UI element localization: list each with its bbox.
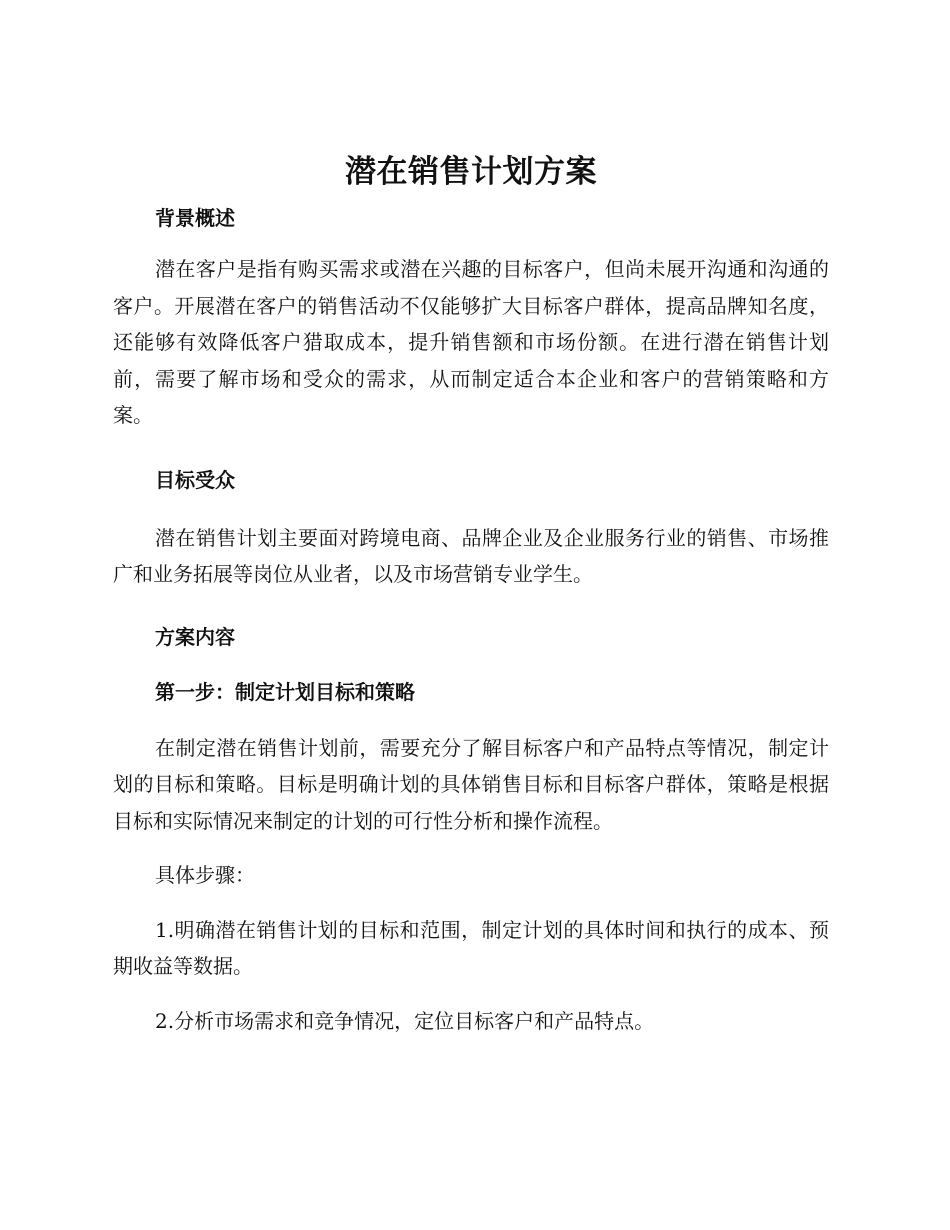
section-heading-audience: 目标受众 [155, 467, 235, 492]
document-body [113, 150, 829, 1039]
paragraph-steps-intro: 具体步骤： [155, 863, 255, 887]
paragraph-step-item-2: 2.分析市场需求和竞争情况，定位目标客户和产品特点。 [155, 1008, 655, 1033]
paragraph-step-item-1: 1.明确潜在销售计划的目标和范围，制定计划的具体时间和执行的成本、预期收益等数据。 [113, 917, 829, 978]
section-heading-step-one: 第一步：制定计划目标和策略 [155, 679, 415, 704]
paragraph-step-one: 在制定潜在销售计划前，需要充分了解目标客户和产品特点等情况，制定计划的目标和策略。目标是明确计划的具体销售目标和目标客户群体，策略是根据目标和实际情况来制定的计划的可行性分析和操作流程。 [113, 735, 829, 833]
paragraph-background: 潜在客户是指有购买需求或潜在兴趣的目标客户，但尚未展开沟通和沟通的客户。开展潜在客户的销售活动不仅能够扩大目标客户群体，提高品牌知名度，还能够有效降低客户猎取成本，提升销售额和市场份额。在进行潜在销售计划前，需要了解市场和受众的需求，从而制定适合本企业和客户的营销策略和方案。 [113, 257, 829, 427]
section-heading-content: 方案内容 [155, 624, 235, 649]
paragraph-audience: 潜在销售计划主要面对跨境电商、品牌企业及企业服务行业的销售、市场推广和业务拓展等岗位从业者，以及市场营销专业学生。 [113, 525, 829, 586]
section-heading-background: 背景概述 [155, 206, 235, 230]
document-title: 潜在销售计划方案 [345, 154, 597, 190]
